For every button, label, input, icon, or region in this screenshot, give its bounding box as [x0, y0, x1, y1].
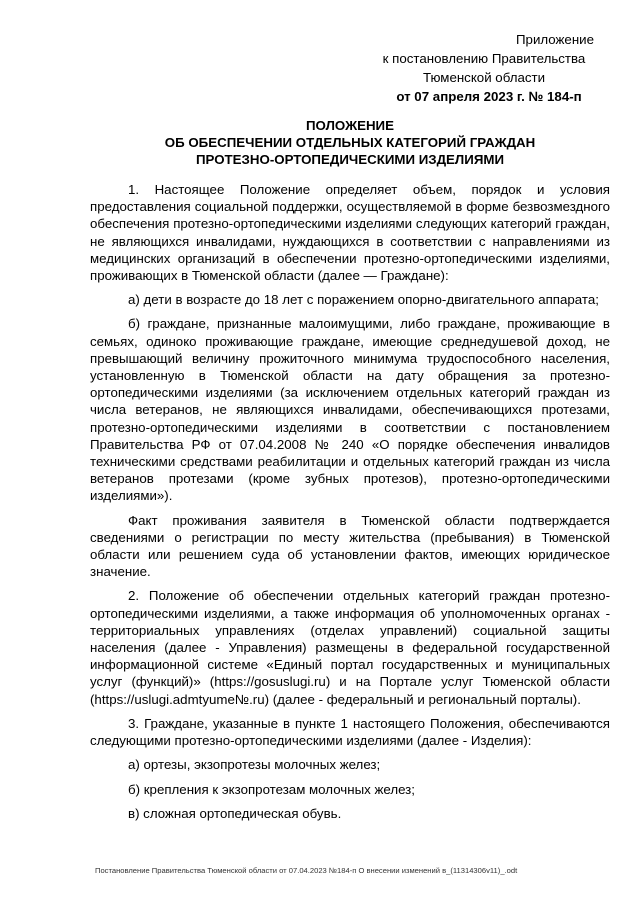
document-body [90, 181, 610, 829]
title-line-1: ПОЛОЖЕНИЕ [306, 118, 394, 133]
appendix-date-number: от 07 апреля 2023 г. № 184-п [396, 89, 582, 104]
paragraph-3a: а) ортезы, экзопротезы молочных желез; [128, 757, 381, 773]
paragraph-1a: а) дети в возрасте до 18 лет с поражением опорно-двигательного аппарата; [128, 292, 599, 308]
paragraph-3b: б) крепления к экзопротезам молочных желез; [128, 781, 415, 797]
paragraph-1b: б) граждане, признанные малоимущими, либо граждане, проживающие в семьях, одиноко проживающие граждане, имеющие среднедушевой доход, не превышающий величину прожиточного минимума трудоспособного населения, установленную в Тюменской области на дату обращения за протезно-ортопедическими изделиями (за исключением отдельных категорий граждан из числа ветеранов, не являющихся инвалидами, обеспечивающихся протезами, протезно-ортопедическими изделиями в соответствии с постановлением Правительства РФ от 07.04.2008 № 240 «О порядке обеспечения инвалидов техническими средствами реабилитации и отдельных категорий граждан из числа ветеранов протезами (кроме зубных протезов), протезно-ортопедическими изделиями»). [90, 316, 610, 504]
appendix-header [354, 30, 594, 106]
paragraph-3: 3. Граждане, указанные в пункте 1 настоящего Положения, обеспечиваются следующими протезно-ортопедическими изделиями (далее - Изделия): [90, 715, 610, 749]
paragraph-1: 1. Настоящее Положение определяет объем, порядок и условия предоставления социальной поддержки, осуществляемой в форме безвозмездного обеспечения протезно-ортопедическими изделиями следующих категорий граждан, не являющихся инвалидами, нуждающихся в соответствии с направлениями из медицинских организаций в обеспечении протезно-ортопедическими изделиями, проживающих в Тюменской области (далее — Граждане): [90, 182, 610, 284]
paragraph-residence: Факт проживания заявителя в Тюменской области подтверждается сведениями о регистрации по месту жительства (пребывания) в Тюменской области или решением суда об установлении фактов, имеющих юридическое значение. [90, 512, 610, 580]
document-title [110, 117, 590, 168]
appendix-line-2: к постановлению Правительства [382, 51, 586, 66]
paragraph-2: 2. Положение об обеспечении отдельных категорий граждан протезно-ортопедическими изделиями, а также информация об уполномоченных органах - территориальных управлениях (отделах управлений) социальной защиты населения (далее - Управления) размещены в федеральной государственной информационной системе «Единый портал государственных и муниципальных услуг (функций)» (https://gosuslugi.ru) и на Портале услуг Тюменской области (https://uslugi.admtyume№.ru) (далее - федеральный и региональный порталы). [90, 588, 610, 707]
paragraph-3c: в) сложная ортопедическая обувь. [128, 805, 342, 821]
appendix-line-1: Приложение [516, 32, 594, 47]
document-footer: Постановление Правительства Тюменской области от 07.04.2023 №184-п О внесении изменений в_(11314306v11)_.odt [95, 866, 518, 875]
appendix-line-3: Тюменской области [422, 70, 546, 85]
title-line-2: ОБ ОБЕСПЕЧЕНИИ ОТДЕЛЬНЫХ КАТЕГОРИЙ ГРАЖДАН [164, 135, 536, 150]
title-line-3: ПРОТЕЗНО-ОРТОПЕДИЧЕСКИМИ ИЗДЕЛИЯМИ [195, 152, 505, 167]
